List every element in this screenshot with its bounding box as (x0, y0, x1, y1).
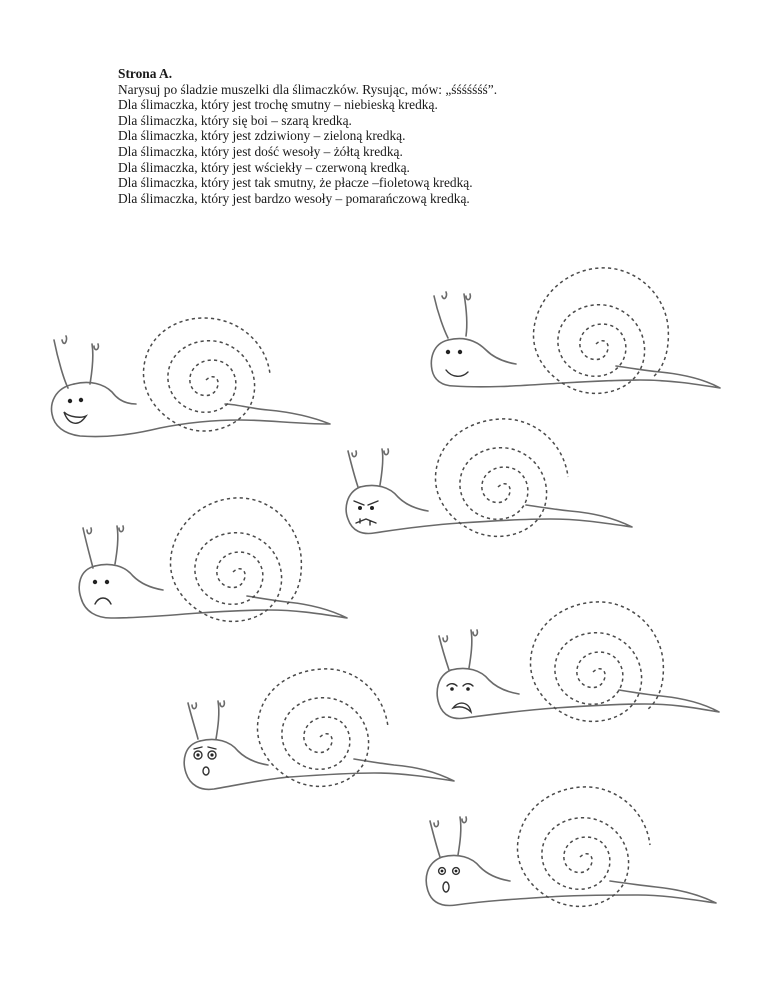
shell-trace (517, 787, 650, 906)
snail-surprised[interactable] (412, 785, 732, 925)
shell-trace (143, 318, 270, 431)
snail-very-happy[interactable] (40, 300, 340, 450)
instruction-line: Dla ślimaczka, który jest dość wesoły – żółtą kredką. (118, 143, 403, 159)
instruction-line: Dla ślimaczka, który jest bardzo wesoły – pomarańczową kredką. (118, 190, 470, 206)
snail-scared[interactable] (172, 665, 462, 805)
instruction-line: Dla ślimaczka, który jest wściekły – czerwoną kredką. (118, 159, 410, 175)
instruction-line: Dla ślimaczka, który jest trochę smutny – niebieską kredką. (118, 97, 438, 113)
snail-fairly-happy[interactable] (420, 260, 740, 400)
snail-furious[interactable] (330, 415, 650, 555)
worksheet-heading: Strona A. (118, 66, 173, 81)
instruction-line: Narysuj po śladzie muszelki dla ślimaczków. Rysując, mów: „śśśśśśś”. (118, 81, 498, 97)
instruction-line: Dla ślimaczka, który jest tak smutny, że płacze –fioletową kredką. (118, 175, 473, 191)
shell-trace (533, 268, 668, 393)
shell-trace (170, 498, 301, 621)
instruction-line: Dla ślimaczka, który się boi – szarą kredką. (118, 112, 352, 128)
snail-crying[interactable] (425, 600, 745, 740)
shell-trace (257, 669, 388, 786)
instruction-line: Dla ślimaczka, który jest zdziwiony – zieloną kredką. (118, 128, 406, 144)
snail-a-bit-sad[interactable] (65, 490, 355, 650)
instructions (118, 66, 718, 206)
